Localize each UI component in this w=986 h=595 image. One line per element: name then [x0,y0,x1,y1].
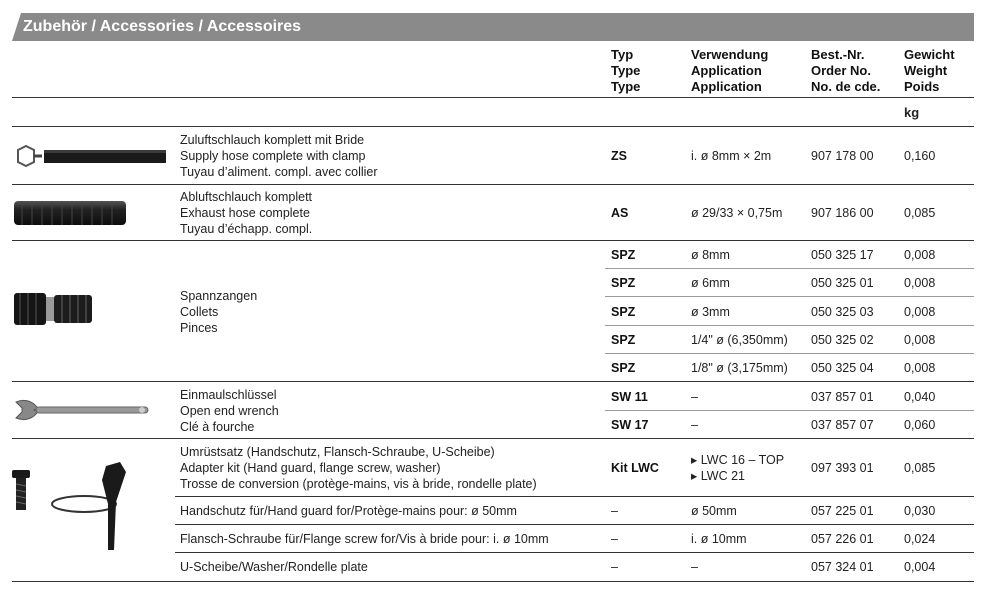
collet-application: ø 8mm [691,248,730,262]
collet-application: ø 3mm [691,305,730,319]
collet-weight: 0,008 [904,333,936,347]
collet-image [12,289,94,334]
exhaust-hose-application: ø 29/33 × 0,75m [691,206,783,220]
washer-order-no: 057 324 01 [811,560,874,574]
wrench-order-no: 037 857 07 [811,418,874,432]
desc-line: Pinces [180,321,218,335]
desc-line: ▸ LWC 21 [691,469,745,483]
section-title-bar [12,13,974,41]
adapter-kit-description [180,444,537,492]
section-title: Zubehör / Accessories / Accessoires [23,18,302,35]
wrench-application: – [691,418,698,432]
header-line: Poids [904,79,940,94]
supply-hose-weight: 0,160 [904,149,936,163]
flange-screw-weight: 0,024 [904,532,936,546]
collet-type: SPZ [611,361,636,375]
collet-order-no: 050 325 01 [811,276,874,290]
desc-line: ▸ LWC 16 – TOP [691,453,785,467]
hand-guard-application: ø 50mm [691,504,737,518]
washer-application: – [691,560,698,574]
header-line: Typ [611,47,634,62]
header-line: Application [691,79,762,94]
collet-type: SPZ [611,248,636,262]
adapter-kit-weight: 0,085 [904,461,936,475]
desc-line: Clé à fourche [180,420,255,434]
desc-line: Umrüstsatz (Handschutz, Flansch-Schraube, U-Scheibe) [180,445,495,459]
desc-line: Tuyau d’échapp. compl. [180,222,313,236]
header-line: Type [611,63,641,78]
desc-line: Abluftschlauch komplett [180,190,313,204]
wrench-type: SW 11 [611,390,648,404]
flange-screw-description: Flansch-Schraube für/Flange screw for/Vis à bride pour: i. ø 10mm [180,532,549,546]
title-notch [12,13,21,41]
wrench-order-no: 037 857 01 [811,390,874,404]
desc-line: Open end wrench [180,404,279,418]
row-divider [605,353,974,354]
supply-hose-description [180,132,378,180]
collet-weight: 0,008 [904,305,936,319]
washer-weight: 0,004 [904,560,936,574]
adapter-kit-application [691,452,784,484]
wrench-weight: 0,040 [904,390,936,404]
collet-application: ø 6mm [691,276,730,290]
desc-line: Tuyau d’aliment. compl. avec collier [180,165,378,179]
column-header-weight [904,47,955,95]
exhaust-hose-type: AS [611,206,629,220]
header-line: Gewicht [904,47,955,62]
collet-type: SPZ [611,276,636,290]
exhaust-hose-image [12,197,132,234]
collet-order-no: 050 325 04 [811,361,874,375]
hand-guard-weight: 0,030 [904,504,936,518]
row-divider [12,240,974,241]
washer-description: U-Scheibe/Washer/Rondelle plate [180,560,368,574]
wrench-type: SW 17 [611,418,649,432]
hand-guard-description: Handschutz für/Hand guard for/Protège-mains pour: ø 50mm [180,504,517,518]
supply-hose-type: ZS [611,149,627,163]
adapter-kit-type: Kit LWC [611,461,659,475]
exhaust-hose-description [180,189,312,237]
hand-guard-type: – [611,504,618,518]
collet-order-no: 050 325 17 [811,248,874,262]
flange-screw-type: – [611,532,618,546]
adapter-kit-order-no: 097 393 01 [811,461,874,475]
collet-order-no: 050 325 02 [811,333,874,347]
flange-screw-order-no: 057 226 01 [811,532,874,546]
collet-application: 1/8" ø (3,175mm) [691,361,788,375]
row-divider [605,268,974,269]
row-divider [175,496,974,497]
row-divider [12,184,974,185]
row-divider [605,410,974,411]
row-divider [12,381,974,382]
header-line: Weight [904,63,948,78]
row-divider [12,438,974,439]
collet-application: 1/4" ø (6,350mm) [691,333,788,347]
collet-weight: 0,008 [904,361,936,375]
collet-weight: 0,008 [904,276,936,290]
collets-description [180,288,257,336]
desc-line: Collets [180,305,219,319]
collet-order-no: 050 325 03 [811,305,874,319]
wrench-weight: 0,060 [904,418,936,432]
supply-hose-image [12,142,172,177]
collet-weight: 0,008 [904,248,936,262]
row-divider [175,552,974,553]
header-line: Best.-Nr. [811,47,865,62]
column-header-typ [611,47,640,95]
adapter-kit-image [10,460,150,565]
exhaust-hose-weight: 0,085 [904,206,936,220]
wrench-application: – [691,390,698,404]
collet-type: SPZ [611,305,636,319]
header-line: Application [691,63,762,78]
desc-line: Einmaulschlüssel [180,388,277,402]
desc-line: Trosse de conversion (protège-mains, vis à bride, rondelle plate) [180,477,537,491]
table-bottom-rule [12,581,974,582]
header-line: Type [611,79,641,94]
header-line: No. de cde. [811,79,881,94]
supply-hose-application: i. ø 8mm × 2m [691,149,772,163]
desc-line: Spannzangen [180,289,258,303]
desc-line: Adapter kit (Hand guard, flange screw, washer) [180,461,441,475]
header-line: Verwendung [691,47,769,62]
row-divider [605,325,974,326]
desc-line: Supply hose complete with clamp [180,149,366,163]
row-divider [605,296,974,297]
open-end-wrench-image [12,398,152,427]
header-divider [12,97,974,98]
row-divider [175,524,974,525]
column-header-order-no [811,47,880,95]
collet-type: SPZ [611,333,636,347]
desc-line: Zuluftschlauch komplett mit Bride [180,133,365,147]
column-header-application [691,47,768,95]
flange-screw-application: i. ø 10mm [691,532,747,546]
desc-line: Exhaust hose complete [180,206,310,220]
header-line: Order No. [811,63,871,78]
exhaust-hose-order-no: 907 186 00 [811,206,874,220]
wrench-description [180,387,279,435]
unit-divider [12,126,974,127]
washer-type: – [611,560,618,574]
weight-unit: kg [904,105,920,120]
supply-hose-order-no: 907 178 00 [811,149,874,163]
hand-guard-order-no: 057 225 01 [811,504,874,518]
